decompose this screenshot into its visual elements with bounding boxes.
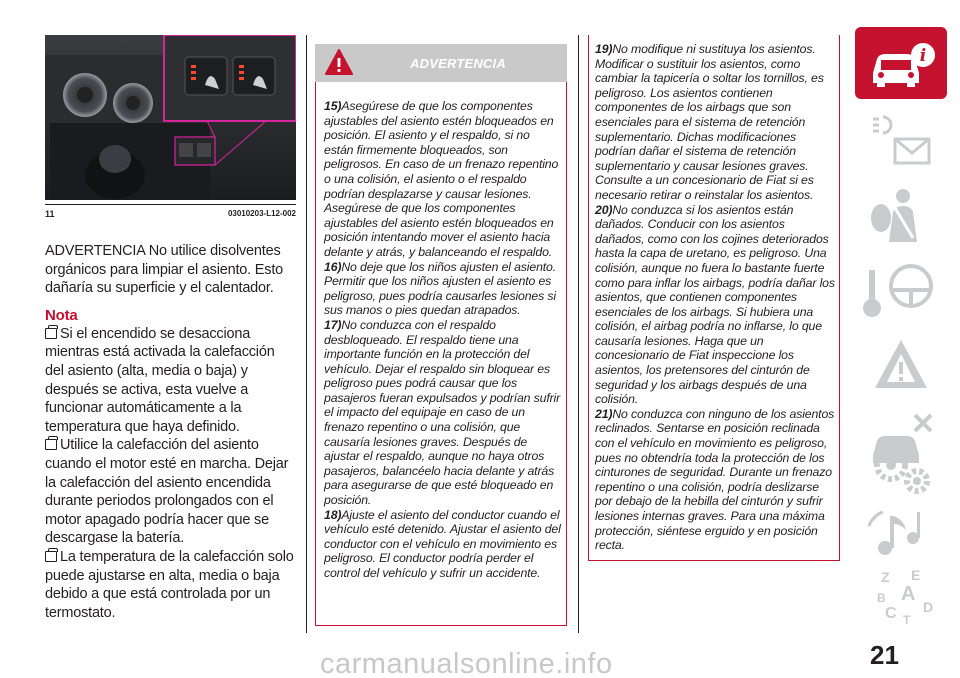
airbag-seatbelt-icon[interactable]	[855, 180, 947, 252]
warning-list-middle	[324, 99, 562, 581]
warning-item: 15)Asegúrese de que los componentes ajustables del asiento estén bloqueados en posición. El asiento y el respaldo, si no están firmemente bloqueados, son peligrosos. En caso de un frenazo repentino o una colisión, el asiento o el respaldo podrían desplazarse y causar lesiones. Asegúrese de que los componentes ajustables del asiento estén bloqueados en posición intentando mover el asiento hacia delante y atrás, y balanceando el respaldo.	[324, 99, 559, 259]
column-divider	[306, 35, 307, 633]
left-column-text	[45, 242, 297, 622]
warning-header	[315, 44, 567, 82]
note-bullet-icon	[45, 439, 57, 450]
note-bullet-icon	[45, 328, 57, 339]
svg-text:i: i	[919, 46, 927, 66]
index-letter: A	[901, 583, 916, 605]
seat-heater-photo	[45, 35, 296, 200]
index-letter: B	[877, 591, 886, 605]
alphabet-index-icon[interactable]	[855, 560, 947, 632]
index-letter: T	[903, 613, 911, 627]
note-item: La temperatura de la calefacción solo puede ajustarse en alta, media o baja debido a que está controlada por un termostato.	[45, 548, 294, 621]
warning-triangle-road-icon[interactable]	[855, 330, 947, 402]
caution-paragraph: ADVERTENCIA No utilice disolventes orgánicos para limpiar el asiento. Esto dañaría su superficie y el calentador.	[45, 243, 284, 297]
figure-caption	[45, 207, 296, 223]
index-letter: Z	[881, 569, 890, 585]
column-divider	[578, 35, 579, 633]
index-letter: E	[911, 567, 921, 583]
index-letter: C	[885, 605, 897, 622]
figure-code: 03010203-L12-002	[227, 209, 296, 218]
car-info-icon[interactable]	[855, 27, 947, 99]
note-bullet-icon	[45, 551, 57, 562]
nota-heading: Nota	[45, 306, 78, 324]
figure-number: 11	[45, 209, 55, 219]
page-number: 21	[870, 640, 899, 670]
key-steering-wheel-icon[interactable]	[855, 256, 947, 328]
index-letter: D	[923, 599, 934, 615]
warning-list-right	[595, 42, 835, 553]
note-item: Si el encendido se desacciona mientras está activada la calefacción del asiento (alta, media o baja) y después se activa, esta vuelve a funcionar automáticamente a la temperatura que haya definido.	[45, 325, 275, 435]
warning-item: 18)Ajuste el asiento del conductor cuando el vehículo esté detenido. Ajustar el asiento del conductor con el vehículo en movimiento es peligroso. El conductor podría perder el control del vehículo y sufrir un accidente.	[324, 507, 561, 580]
dashboard-lights-message-icon[interactable]	[855, 105, 947, 177]
warning-item: 20)No conduzca si los asientos están dañados. Conducir con los asientos dañados, como con los cojines deteriorados hasta la capa de uretano, es peligroso. Una colisión, aunque no fuera lo bastante fuerte como para inflar los airbags, podría dañar los asientos, que contienen componentes esenciales de los airbags. Si hubiera una colisión, el airbag podría no inflarse, lo que causaría lesiones. Haga que un concesionario de Fiat inspeccione los asientos, los pretensores del cinturón de seguridad y los airbags después de una colisión.	[595, 202, 835, 407]
warning-title: ADVERTENCIA	[410, 56, 506, 71]
gears-icon[interactable]	[855, 433, 947, 505]
warning-item: 17)No conduzca con el respaldo desbloqueado. El respaldo tiene una importante función en la protección del vehículo. Dejar el respaldo sin bloquear es peligroso pues podrá causar que los pasajeros fueran expulsados y podrían sufrir el impacto del equipaje en caso de un frenazo repentino o una colisión, que causaría lesiones graves. Después de ajustar el respaldo, aunque no haya otros pasajeros, balancéelo hacia delante y atrás para asegurarse de que esté bloqueado en posición.	[324, 317, 561, 508]
warning-item: 21)No conduzca con ninguno de los asientos reclinados. Sentarse en posición reclinada con el vehículo en movimiento es peligroso, pues no obtendría toda la protección de los cinturones de seguridad. Durante un frenazo repentino o una colisión, podría deslizarse por debajo de la hebilla del cinturón y sufrir lesiones internas graves. Para una máxima protección, siéntese erguido y en posición recta.	[595, 406, 835, 553]
warning-item: 19)No modifique ni sustituya los asientos. Modificar o sustituir los asientos, como cambiar la tapicería o soltar los tornillos, es peligroso. Los asientos contienen componentes de los airbags que son esenciales para el sistema de retención suplementario. Dichas modificaciones podrían dañar el sistema de retención suplementario y causar lesiones graves. Consulte a un concesionario de Fiat si es necesario retirar o reinstalar los asientos.	[595, 42, 824, 202]
note-item: Utilice la calefacción del asiento cuando el motor esté en marcha. Dejar la calefacción del asiento encendida durante periodos prolongados con el motor apagado podría hacer que se descargase la batería.	[45, 437, 289, 547]
warning-item: 16)No deje que los niños ajusten el asiento. Permitir que los niños ajusten el asiento es peligroso, pues podría causarles lesiones si sus manos o pies quedan atrapados.	[324, 259, 556, 318]
watermark: carmanualsonline.info	[320, 648, 613, 678]
caption-rule	[45, 204, 296, 205]
